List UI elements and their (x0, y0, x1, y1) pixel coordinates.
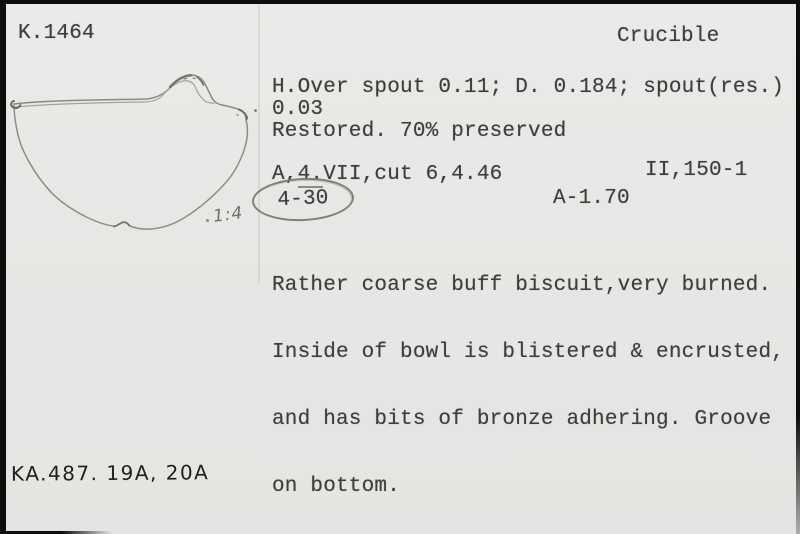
circled-number: 4-30 (276, 186, 330, 213)
condition-line: Restored. 70% preserved (272, 120, 567, 143)
findspot-trench-underlined: 4. (297, 163, 324, 186)
photo-negative-numbers: KA.487. 19A, 20A (10, 460, 210, 486)
scan-edge-top (0, 0, 800, 4)
description-line-4: on bottom. (272, 475, 401, 498)
pencil-circle-annotation (251, 176, 355, 223)
findspot-cut-date: VII,cut 6,4.46 (323, 163, 503, 186)
object-title: Crucible (617, 25, 720, 48)
description-line-2: Inside of bowl is blistered & encrusted, (272, 341, 785, 364)
level-number: A-1.70 (553, 187, 630, 210)
findspot-area: A, (272, 163, 298, 186)
scan-edge-right (796, 0, 800, 534)
description-line-3: and has bits of bronze adhering. Groove (272, 408, 772, 431)
dimensions-line-2: 0.03 (272, 98, 324, 121)
pencil-dot (206, 219, 209, 222)
description-line-1: Rather coarse buff biscuit,very burned. (272, 274, 772, 297)
catalog-number: K.1464 (18, 22, 95, 45)
sketch-scale-note: 1:4 (211, 203, 245, 227)
description-paragraph (272, 229, 784, 534)
publication-reference: II,150-1 (645, 159, 748, 182)
dimensions-line-1: H.Over spout 0.11; D. 0.184; spout(res.) (272, 76, 785, 99)
